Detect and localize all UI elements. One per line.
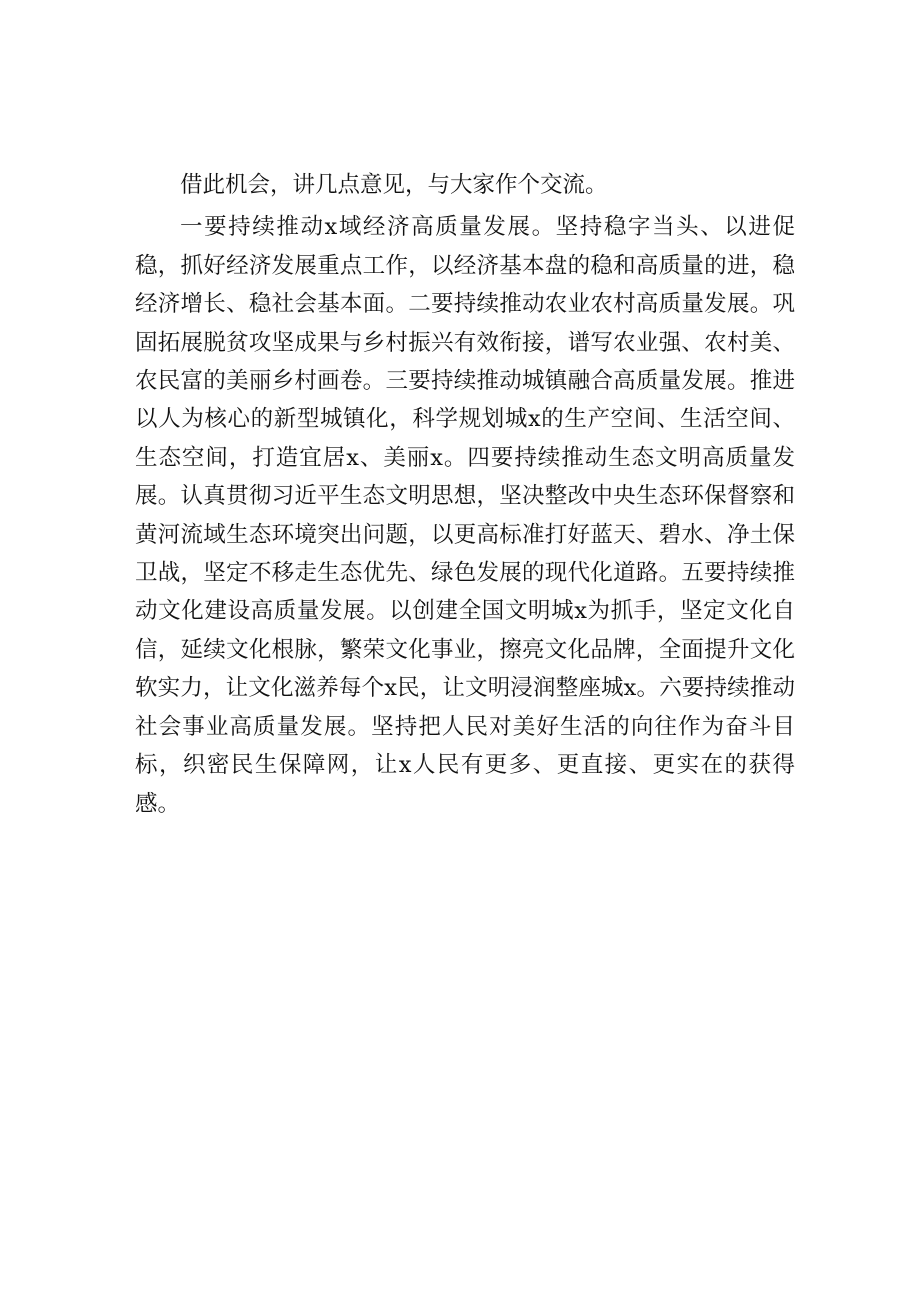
document-body: [135, 166, 795, 823]
intro-paragraph: 借此机会，讲几点意见，与大家作个交流。: [180, 172, 608, 198]
main-paragraph: 一要持续推动x域经济高质量发展。坚持稳字当头、以进促稳，抓好经济发展重点工作，以经济基本盘的稳和高质量的进，稳经济增长、稳社会基本面。二要持续推动农业农村高质量发展。巩固拓展脱贫攻坚成果与乡村振兴有效衔接，谱写农业强、农村美、农民富的美丽乡村画卷。三要持续推动城镇融合高质量发展。推进以人为核心的新型城镇化，科学规划城x的生产空间、生活空间、生态空间，打造宜居x、美丽x。四要持续推动生态文明高质量发展。认真贯彻习近平生态文明思想，坚决整改中央生态环保督察和黄河流域生态环境突出问题，以更高标准打好蓝天、碧水、净土保卫战，坚定不移走生态优先、绿色发展的现代化道路。五要持续推动文化建设高质量发展。以创建全国文明城x为抓手，坚定文化自信，延续文化根脉，繁荣文化事业，擦亮文化品牌，全面提升文化软实力，让文化滋养每个x民，让文明浸润整座城x。六要持续推动社会事业高质量发展。坚持把人民对美好生活的向往作为奋斗目标，织密民生保障网，让x人民有更多、更直接、更实在的获得感。: [135, 214, 795, 817]
